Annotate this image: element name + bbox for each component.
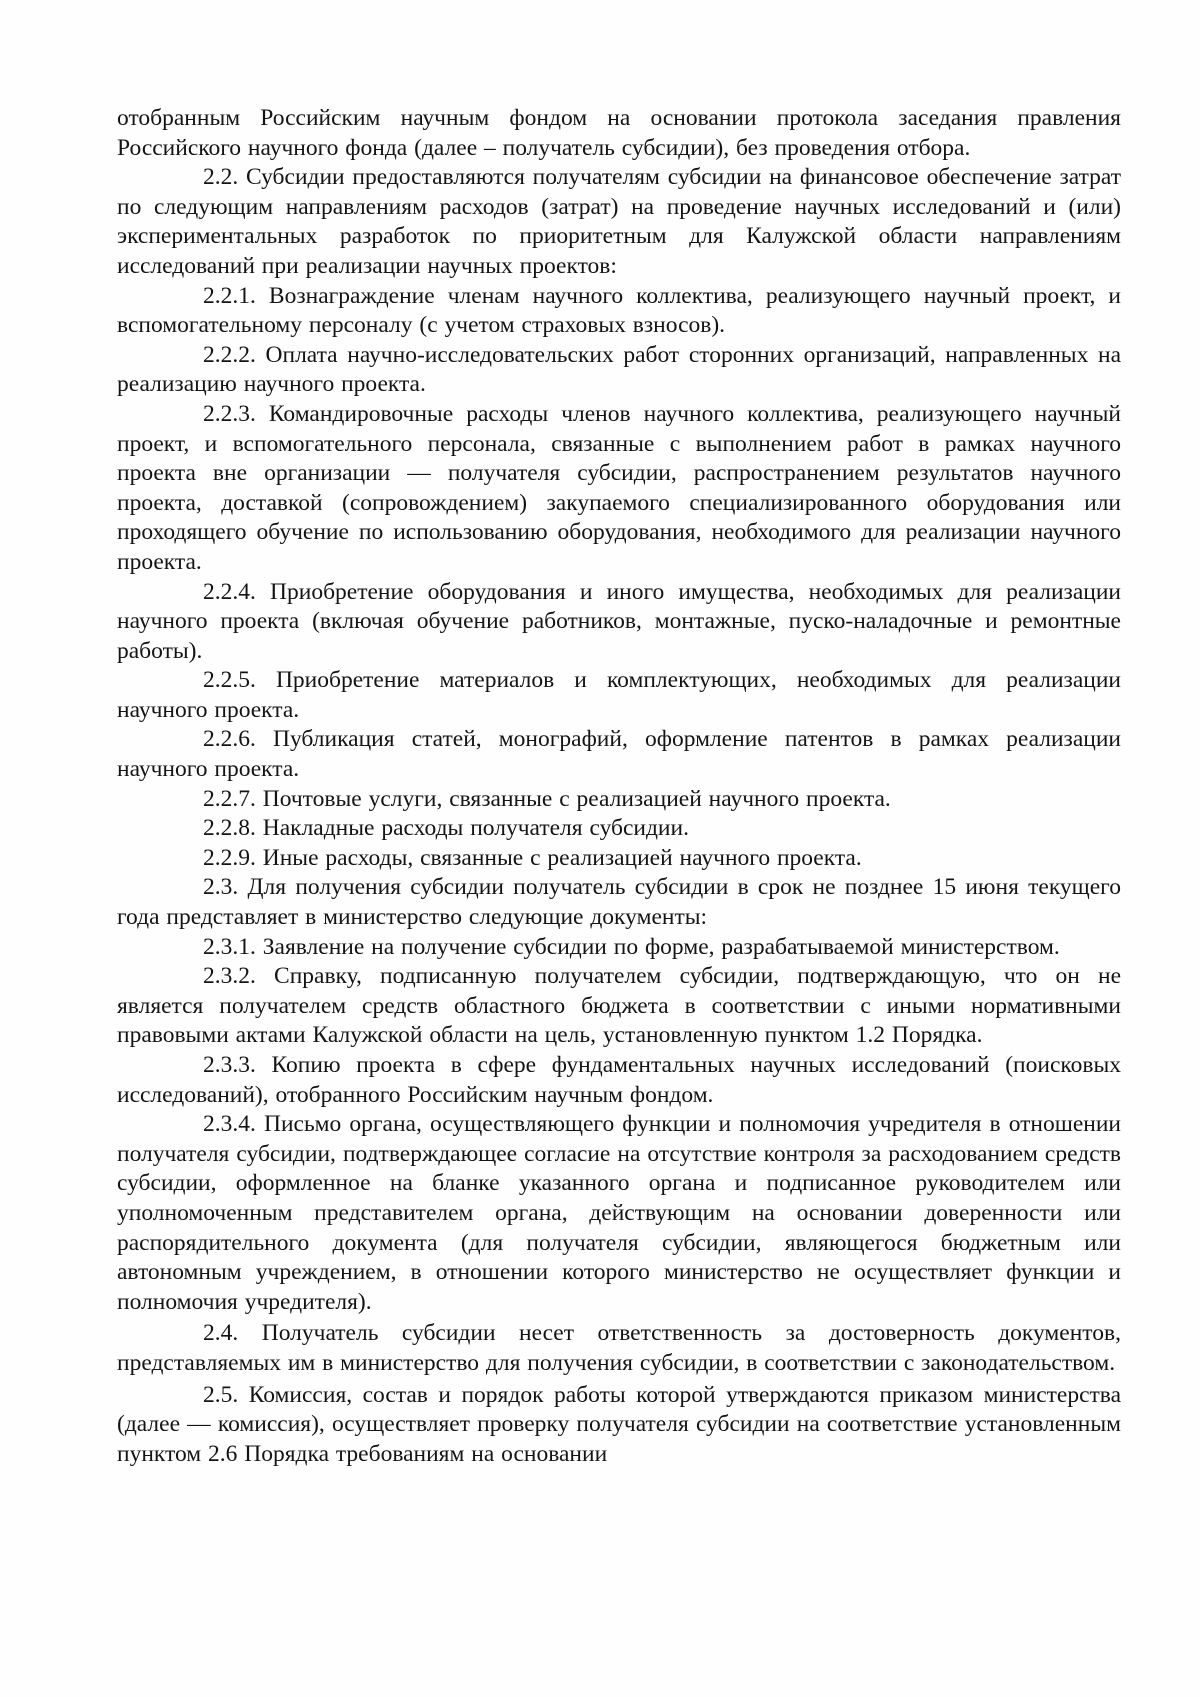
paragraph-2-2-5: 2.2.5. Приобретение материалов и комплектующих, необходимых для реализации научного проекта. [117, 667, 1121, 723]
paragraph-2-4: 2.4. Получатель субсидии несет ответственность за достоверность документов, представляемых им в министерство для получения субсидии, в соответствии с законодательством. [117, 1320, 1121, 1376]
paragraph-2-3-3: 2.3.3. Копию проекта в сфере фундаментальных научных исследований (поисковых исследований), отобранного Российским научным фондом. [117, 1052, 1121, 1108]
paragraph-2-3-4: 2.3.4. Письмо органа, осуществляющего функции и полномочия учредителя в отношении получателя субсидии, подтверждающее согласие на отсутствие контроля за расходованием средств субсидии, оформленное на бланке указанного органа и подписанное руководителем или уполномоченным представителем органа, действующим на основании доверенности или распорядительного документа (для получателя субсидии, являющегося бюджетным или автономным учреждением, в отношении которого министерство не осуществляет функции и полномочия учредителя). [117, 1111, 1121, 1315]
paragraph-2-2-7: 2.2.7. Почтовые услуги, связанные с реализацией научного проекта. [203, 785, 891, 812]
paragraph-2-2: 2.2. Субсидии предоставляются получателям субсидии на финансовое обеспечение затрат по следующим направлениям расходов (затрат) на проведение научных исследований и (или) экспериментальных разработок по приоритетным для Калужской области направлениям исследований при реализации научных проектов: [117, 164, 1121, 279]
paragraph-2-2-6: 2.2.6. Публикация статей, монографий, оформление патентов в рамках реализации научного проекта. [117, 726, 1121, 783]
paragraph-2-2-8: 2.2.8. Накладные расходы получателя субсидии. [203, 815, 689, 842]
paragraph-2-3: 2.3. Для получения субсидии получатель субсидии в срок не позднее 15 июня текущего года представляет в министерство следующие документы: [117, 874, 1121, 931]
document-body [117, 104, 1121, 1469]
paragraph-continuation: отобранным Российским научным фондом на основании протокола заседания правления Российского научного фонда (далее – получатель субсидии), без проведения отбора. [117, 105, 1121, 161]
paragraph-2-3-2: 2.3.2. Справку, подписанную получателем субсидии, подтверждающую, что он не является получателем средств областного бюджета в соответствии с иными нормативными правовыми актами Калужской области на цель, установленную пунктом 1.2 Порядка. [117, 963, 1121, 1049]
paragraph-2-2-2: 2.2.2. Оплата научно-исследовательских работ сторонних организаций, направленных на реализацию научного проекта. [117, 341, 1121, 398]
paragraph-2-2-1: 2.2.1. Вознаграждение членам научного коллектива, реализующего научный проект, и вспомогательному персоналу (с учетом страховых взносов). [117, 282, 1121, 339]
paragraph-2-5: 2.5. Комиссия, состав и порядок работы которой утверждаются приказом министерства (далее — комиссия), осуществляет проверку получателя субсидии на соответствие установленным пунктом 2.6 Порядка требованиям на основании [117, 1381, 1121, 1467]
paragraph-2-3-1: 2.3.1. Заявление на получение субсидии по форме, разрабатываемой министерством. [203, 933, 1060, 960]
paragraph-2-2-4: 2.2.4. Приобретение оборудования и иного имущества, необходимых для реализации научного проекта (включая обучение работников, монтажные, пуско-наладочные и ремонтные работы). [117, 578, 1121, 664]
paragraph-2-2-9: 2.2.9. Иные расходы, связанные с реализацией научного проекта. [203, 844, 862, 871]
paragraph-2-2-3: 2.2.3. Командировочные расходы членов научного коллектива, реализующего научный проект, и вспомогательного персонала, связанные с выполнением работ в рамках научного проекта вне организации — получателя субсидии, распространением результатов научного проекта, доставкой (сопровождением) закупаемого специализированного оборудования или проходящего обучение по использованию оборудования, необходимого для реализации научного проекта. [117, 400, 1121, 575]
